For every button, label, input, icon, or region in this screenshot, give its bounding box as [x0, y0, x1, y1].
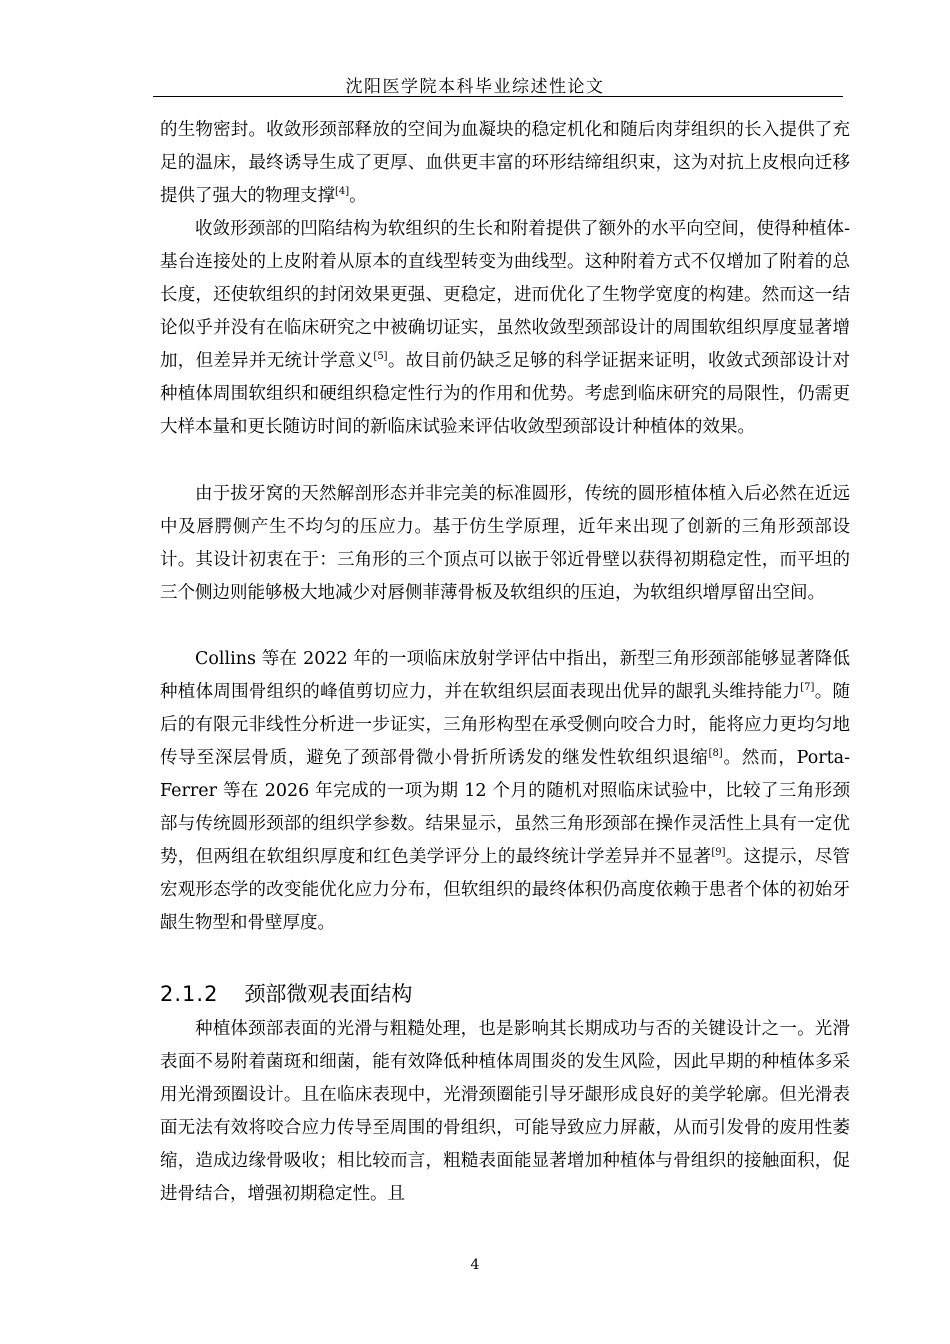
citation-4: [4] [335, 186, 350, 197]
section-title: 颈部微观表面结构 [244, 982, 413, 1006]
paragraph-end: 。 [349, 186, 367, 206]
paragraph-text: 。这提示，尽管宏观形态学的改变能优化应力分布，但软组织的最终体积仍高度依赖于患者个体的初始牙龈生物型和骨壁厚度。 [160, 847, 851, 933]
paragraph-end: 。故目前仍缺乏足够的科学证据来证明，收敛式颈部设计对种植体周围软组织和硬组织稳定性行为的作用和优势。考虑到临床研究的局限性，仍需更大样本量和更长随访时间的新临床试验来评估收敛型颈部设计种植体的效果。 [160, 351, 851, 437]
paragraph-4 [160, 643, 850, 940]
citation-8: [8] [708, 748, 723, 759]
section-heading [160, 978, 412, 1008]
paragraph-text: 。随后的有限元非线性分析进一步证实，三角形构型在承受侧向咬合力时，能将应力更均匀地传导至深层骨质，避免了颈部骨微小骨折所诱发的继发性软组织退缩 [160, 682, 851, 768]
paragraph-text: 收敛形颈部的凹陷结构为软组织的生长和附着提供了额外的水平向空间，使得种植体-基台连接处的上皮附着从原本的直线型转变为曲线型。这种附着方式不仅增加了附着的总长度，还使软组织的封闭效果更强、更稳定，进而优化了生物学宽度的构建。然而这一结论似乎并没有在临床研究之中被确切证实，虽然收敛型颈部设计的周围软组织厚度显著增加，但差异并无统计学意义 [160, 219, 850, 371]
paragraph-text: 种植体颈部表面的光滑与粗糙处理，也是影响其长期成功与否的关键设计之一。光滑表面不易附着菌斑和细菌，能有效降低种植体周围炎的发生风险，因此早期的种植体多采用光滑颈圈设计。且在临床表现中，光滑颈圈能引导牙龈形成良好的美学轮廓。但光滑表面无法有效将咬合应力传导至周围的骨组织，可能导致应力屏蔽，从而引发骨的废用性萎缩，造成边缘骨吸收；相比较而言，粗糙表面能显著增加种植体与骨组织的接触面积，促进骨结合，增强初期稳定性。且 [160, 1019, 850, 1204]
citation-7: [7] [800, 682, 815, 693]
paragraph-1 [160, 114, 850, 213]
header-divider [153, 96, 843, 97]
paragraph-2 [160, 213, 850, 444]
paragraph-5 [160, 1013, 850, 1211]
citation-5: [5] [373, 351, 388, 362]
paragraph-text: 。然而，Porta-Ferrer 等在 2026 年完成的一项为期 12 个月的随机对照临床试验中，比较了三角形颈部与传统圆形颈部的组织学参数。结果显示，虽然三角形颈部在操作灵活性上具有一定优势，但两组在软组织厚度和红色美学评分上的最终统计学差异并不显著 [160, 748, 850, 867]
paragraph-3 [160, 478, 850, 610]
running-header-title: 沈阳医学院本科毕业综述性论文 [345, 77, 605, 97]
paragraph-text: 由于拔牙窝的天然解剖形态并非完美的标准圆形，传统的圆形植体植入后必然在近远中及唇腭侧产生不均匀的压应力。基于仿生学原理，近年来出现了创新的三角形颈部设计。其设计初衷在于：三角形的三个顶点可以嵌于邻近骨壁以获得初期稳定性，而平坦的三个侧边则能够极大地减少对唇侧菲薄骨板及软组织的压迫，为软组织增厚留出空间。 [160, 484, 850, 603]
section-number: 2.1.2 [160, 982, 219, 1006]
paragraph-text: Collins 等在 2022 年的一项临床放射学评估中指出，新型三角形颈部能够显著降低种植体周围骨组织的峰值剪切应力，并在软组织层面表现出优异的龈乳头维持能力 [160, 649, 850, 702]
citation-9: [9] [711, 847, 726, 858]
paragraph-text: 的生物密封。收敛形颈部释放的空间为血凝块的稳定机化和随后肉芽组织的长入提供了充足的温床，最终诱导生成了更厚、血供更丰富的环形结缔组织束，这为对抗上皮根向迁移提供了强大的物理支撑 [160, 120, 850, 206]
page-number: 4 [470, 1257, 480, 1273]
